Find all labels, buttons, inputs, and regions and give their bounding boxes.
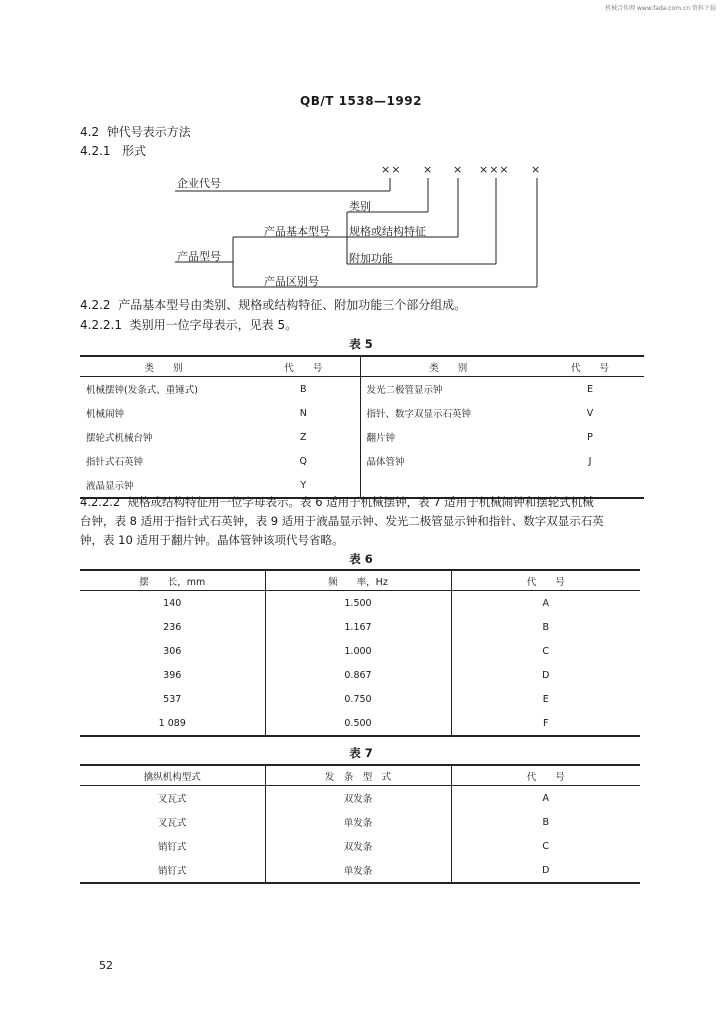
- table-cell: D: [451, 858, 640, 883]
- header-cell: 代 号: [247, 356, 360, 377]
- section-number: 4.2.2.2: [80, 495, 121, 509]
- table-cell: C: [542, 645, 550, 657]
- section-text: 类别用一位字母表示，见表 5。: [129, 318, 298, 332]
- header-cell: 代 号: [451, 570, 640, 591]
- section-text: 产品基本型号由类别、规格或结构特征、附加功能三个部分组成。: [118, 298, 467, 312]
- table-cell: 发光二极管显示钟: [366, 385, 443, 396]
- table-row: [80, 834, 640, 858]
- table-cell: F: [451, 711, 640, 736]
- table-cell: Y: [247, 473, 360, 498]
- header-cell: 摆 长，mm: [80, 570, 265, 591]
- section-4-2-2-2: [80, 493, 640, 550]
- table-row: [80, 401, 644, 425]
- paragraph-text: 规格或结构特征用一位字母表示。表 6 适用于机械摆钟，表 7 适用于机械闹钟和摆轮式机械: [127, 495, 594, 509]
- corner-watermark-note: 机械合作网 www.fada.com.cn 资料下载: [605, 5, 716, 12]
- table-row: [80, 687, 640, 711]
- code-placeholder-category: ×: [423, 163, 433, 176]
- label-basic-model: 产品基本型号: [264, 225, 330, 238]
- code-placeholder-additional: ×××: [479, 163, 510, 176]
- table-row: [80, 425, 644, 449]
- header-cell: 代 号: [536, 356, 644, 377]
- table-cell: Q: [247, 449, 360, 473]
- label-company-code: 企业代号: [177, 177, 221, 190]
- table-cell: A: [542, 597, 549, 609]
- table-cell: 0.750: [265, 687, 451, 711]
- table-6: [80, 569, 640, 737]
- label-spec-feature: 规格或结构特征: [349, 225, 426, 238]
- table-cell: 机械摆钟(发条式、重锤式): [86, 385, 198, 396]
- table-cell: 1.000: [265, 639, 451, 663]
- table-cell: N: [247, 401, 360, 425]
- table-row: [80, 858, 640, 883]
- label-product-model: 产品型号: [177, 250, 221, 263]
- table-cell: 销钉式: [80, 834, 265, 858]
- table-cell: 236: [80, 615, 265, 639]
- table-6-caption: 表 6: [349, 552, 373, 566]
- paragraph-line: 钟，表 10 适用于翻片钟。晶体管钟该项代号省略。: [80, 533, 344, 547]
- table-cell: Z: [247, 425, 360, 449]
- table-row: [80, 711, 640, 736]
- page-number: 52: [99, 959, 113, 972]
- table-row: [80, 591, 640, 616]
- header-cell: 擒纵机构型式: [80, 765, 265, 786]
- section-number: 4.2.1: [80, 144, 111, 158]
- table-cell: 晶体管钟: [366, 457, 405, 468]
- table-7-caption: 表 7: [349, 746, 373, 760]
- code-placeholder-spec: ×: [453, 163, 463, 176]
- table-row: [80, 377, 644, 402]
- table-header-row: [80, 570, 640, 591]
- table-cell: P: [587, 431, 593, 443]
- table-cell: B: [247, 377, 360, 402]
- table-cell: 0.500: [265, 711, 451, 736]
- table-cell: C: [542, 840, 550, 852]
- table-cell: 双发条: [265, 786, 451, 811]
- table-cell: 1 089: [80, 711, 265, 736]
- table-cell: 单发条: [265, 810, 451, 834]
- section-4-2-2: [80, 296, 466, 313]
- header-cell: 类 别: [360, 356, 536, 377]
- section-4-2-2-1: [80, 316, 297, 333]
- code-placeholder-diff: ×: [531, 163, 541, 176]
- table-row: [80, 786, 640, 811]
- table-cell: 摆轮式机械台钟: [86, 433, 153, 444]
- table-row: [80, 663, 640, 687]
- table-cell: E: [586, 383, 593, 395]
- section-title: 钟代号表示方法: [106, 125, 191, 139]
- header-cell: 代 号: [451, 765, 640, 786]
- section-number: 4.2.2: [80, 298, 111, 312]
- table-5-caption: 表 5: [349, 337, 373, 351]
- table-cell: B: [542, 621, 550, 633]
- table-row: [80, 449, 644, 473]
- table-cell: 指针式石英钟: [86, 457, 144, 468]
- table-header-row: [80, 356, 644, 377]
- table-cell: 396: [80, 663, 265, 687]
- table-cell: 翻片钟: [366, 433, 396, 444]
- table-5: [80, 355, 644, 499]
- label-category: 类别: [349, 200, 371, 213]
- table-cell: 140: [80, 591, 265, 616]
- table-cell: V: [586, 407, 594, 419]
- table-cell: 1.500: [265, 591, 451, 616]
- table-cell: 单发条: [265, 858, 451, 883]
- header-cell: 发 条 型 式: [265, 765, 451, 786]
- table-cell: E: [542, 693, 549, 705]
- table-cell: 指针、数字双显示石英钟: [366, 409, 472, 420]
- table-cell: J: [588, 455, 592, 467]
- table-row: [80, 639, 640, 663]
- label-additional-function: 附加功能: [349, 252, 393, 265]
- table-cell: 306: [80, 639, 265, 663]
- table-row: [80, 615, 640, 639]
- header-cell: 频 率，Hz: [265, 570, 451, 591]
- table-cell: 液晶显示钟: [80, 473, 247, 498]
- paragraph-line: [80, 493, 640, 512]
- label-product-diff: 产品区别号: [264, 275, 319, 288]
- paragraph-line: 台钟，表 8 适用于指针式石英钟，表 9 适用于液晶显示钟、发光二极管显示钟和指针、数字双显示石英: [80, 514, 604, 528]
- table-cell: 叉瓦式: [80, 810, 265, 834]
- table-cell: 0.867: [265, 663, 451, 687]
- table-cell: 537: [80, 687, 265, 711]
- table-cell: 叉瓦式: [80, 786, 265, 811]
- table-cell: B: [542, 816, 550, 828]
- table-cell: A: [542, 792, 549, 804]
- code-placeholder-company: ××: [381, 163, 402, 176]
- table-header-row: [80, 765, 640, 786]
- section-title: 形式: [122, 144, 147, 158]
- table-cell: D: [542, 669, 550, 681]
- standard-number-header: QB/T 1538—1992: [300, 94, 422, 108]
- header-cell: 类 别: [80, 356, 247, 377]
- table-row: [80, 810, 640, 834]
- section-number: 4.2.2.1: [80, 318, 122, 332]
- table-cell: 销钉式: [80, 858, 265, 883]
- table-cell: 1.167: [265, 615, 451, 639]
- table-7: [80, 764, 640, 884]
- table-cell: 双发条: [265, 834, 451, 858]
- section-number: 4.2: [80, 125, 100, 139]
- table-cell: 机械闹钟: [86, 409, 125, 420]
